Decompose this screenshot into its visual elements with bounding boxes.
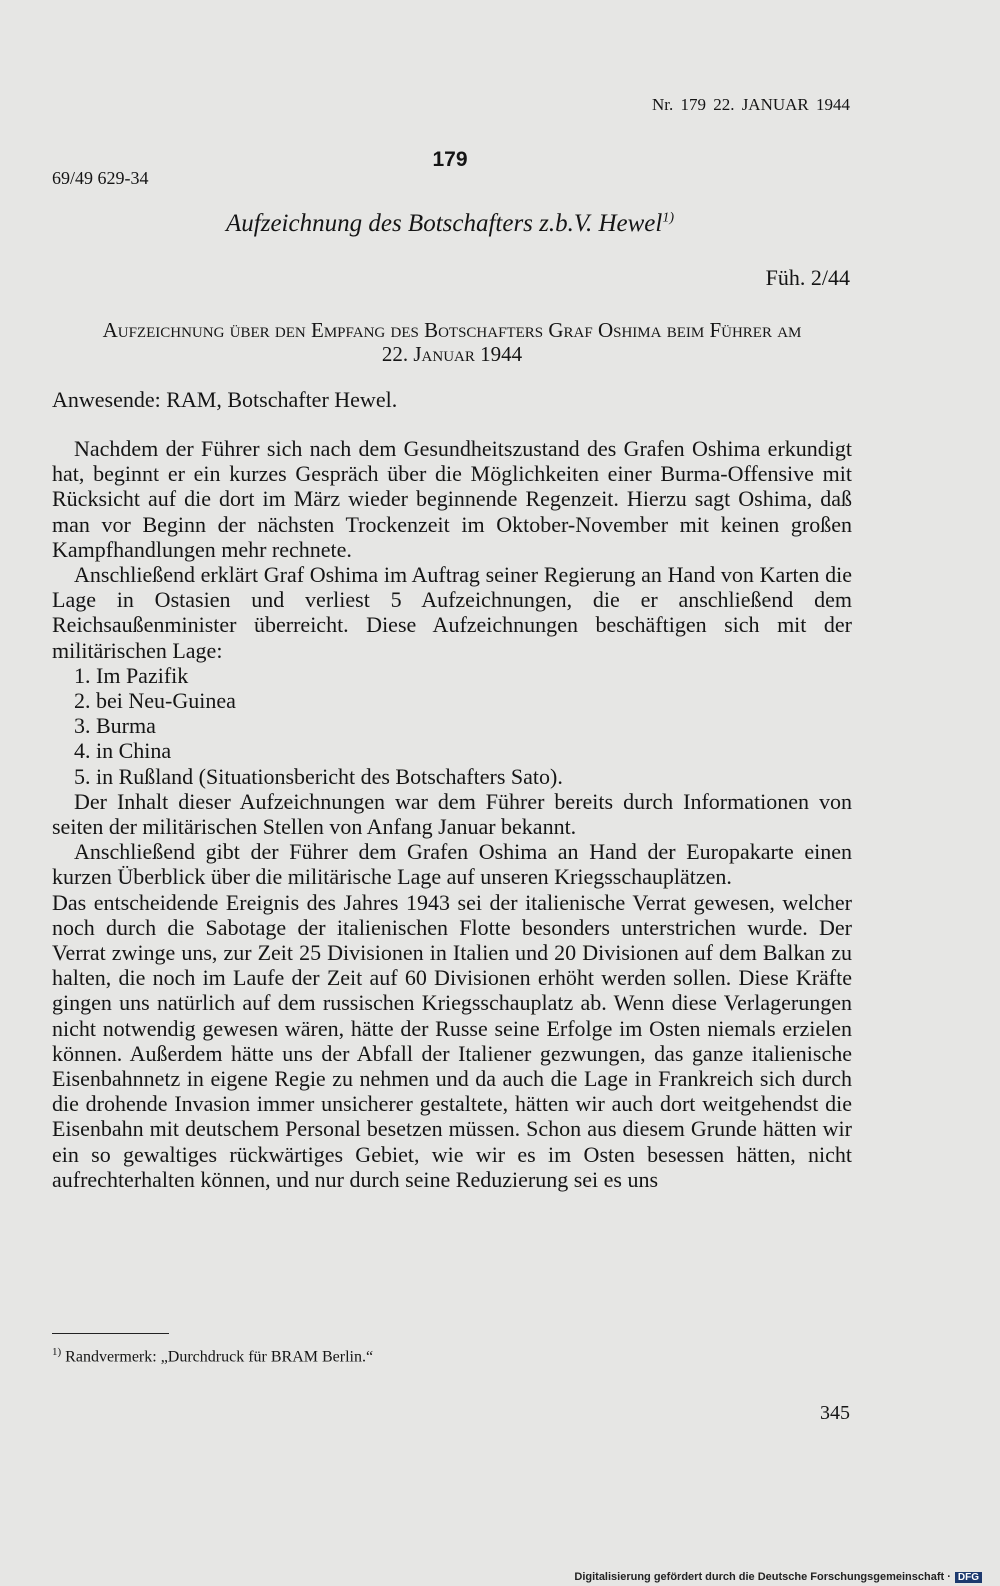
body-text	[52, 436, 852, 1192]
list-item: 1. Im Pazifik	[74, 662, 189, 688]
document-title	[0, 210, 900, 238]
title-footnote-marker: 1)	[662, 210, 674, 226]
paragraph-3: Der Inhalt dieser Aufzeichnungen war dem Führer bereits durch Informationen von seiten der militärischen Stellen von Anfang Januar bekannt.	[52, 788, 852, 840]
paragraph-5: Das entscheidende Ereignis des Jahres 1943 sei der italienische Verrat gewesen, welcher noch durch die Sabotage der italienischen Flotte besonders unterstrichen wurde. Der Verrat zwinge uns, zur Zeit 25 Divisionen in Italien und 20 Divisionen auf dem Balkan zu halten, die noch im Laufe der Zeit auf 60 Divisionen erhöht werden sollen. Diese Kräfte gingen uns natürlich auf dem russischen Kriegsschauplatz ab. Wenn diese Verlagerungen nicht notwendig gewesen wären, hätte der Russe seine Erfolge im Osten niemals erzielen können. Außerdem hätte uns der Abfall der Italiener gezwungen, das ganze italienische Eisenbahnnetz in eigene Regie zu nehmen und da auch die Lage in Frankreich sich durch die drohende Invasion immer unsicherer gestaltete, hätten wir auch dort weitgehendst die Eisenbahn mit deutschem Personal besetzen müssen. Schon aus diesem Grunde hätten wir ein so gewaltiges rückwärtiges Gebiet, wie wir es im Osten besessen hätten, nicht aufrechterhalten können, und nur durch seine Reduzierung sei es uns	[52, 889, 852, 1192]
topics-list	[52, 663, 852, 789]
document-number: 179	[432, 148, 468, 171]
list-item: 5. in Rußland (Situationsbericht des Botschafters Sato).	[74, 763, 563, 789]
list-item: 4. in China	[74, 738, 172, 764]
title-text: Aufzeichnung des Botschafters z.b.V. Hewel	[226, 210, 663, 237]
footnote-marker: 1)	[52, 1346, 62, 1358]
attendees-line: Anwesende: RAM, Botschafter Hewel.	[52, 387, 398, 412]
list-item: 2. bei Neu-Guinea	[74, 688, 236, 714]
dfg-logo: DFG	[955, 1572, 982, 1583]
heading-line-2: 22. Januar 1944	[381, 342, 523, 366]
list-item: 3. Burma	[74, 713, 156, 739]
digitization-credit	[574, 1571, 982, 1583]
page-number: 345	[820, 1402, 850, 1424]
file-reference: Füh. 2/44	[765, 265, 850, 290]
paragraph-4: Anschließend gibt der Führer dem Grafen Oshima an Hand der Europakarte einen kurzen Überblick über die militärische Lage auf unseren Kriegsschauplätzen.	[52, 839, 852, 890]
credit-text: Digitalisierung gefördert durch die Deutsche Forschungsgemeinschaft ·	[574, 1571, 951, 1583]
paragraph-2: Anschließend erklärt Graf Oshima im Auftrag seiner Regierung an Hand von Karten die Lage in Ostasien und verliest 5 Aufzeichnungen, die er anschließend dem Reichsaußenminister überreicht. Diese Aufzeichnungen beschäftigen sich mit der militärischen Lage:	[52, 562, 852, 663]
running-header: Nr. 179 22. JANUAR 1944	[651, 95, 850, 114]
heading-line-1: Aufzeichnung über den Empfang des Botschafters Graf Oshima beim Führer am	[102, 318, 802, 342]
footnote	[52, 1346, 373, 1366]
archive-reference: 69/49 629-34	[52, 168, 149, 188]
paragraph-1: Nachdem der Führer sich nach dem Gesundheitszustand des Grafen Oshima erkundigt hat, beginnt er ein kurzes Gespräch über die Möglichkeiten einer Burma-Offensive mit Rücksicht auf die dort im März wieder beginnende Regenzeit. Hierzu sagt Oshima, daß man vor Beginn der nächsten Trockenzeit im Oktober-November mit keinen großen Kampfhandlungen mehr rechnete.	[52, 436, 852, 562]
footnote-text: Randvermerk: „Durchdruck für BRAM Berlin.“	[65, 1348, 374, 1366]
footnote-divider	[52, 1333, 169, 1334]
section-heading	[52, 318, 852, 366]
